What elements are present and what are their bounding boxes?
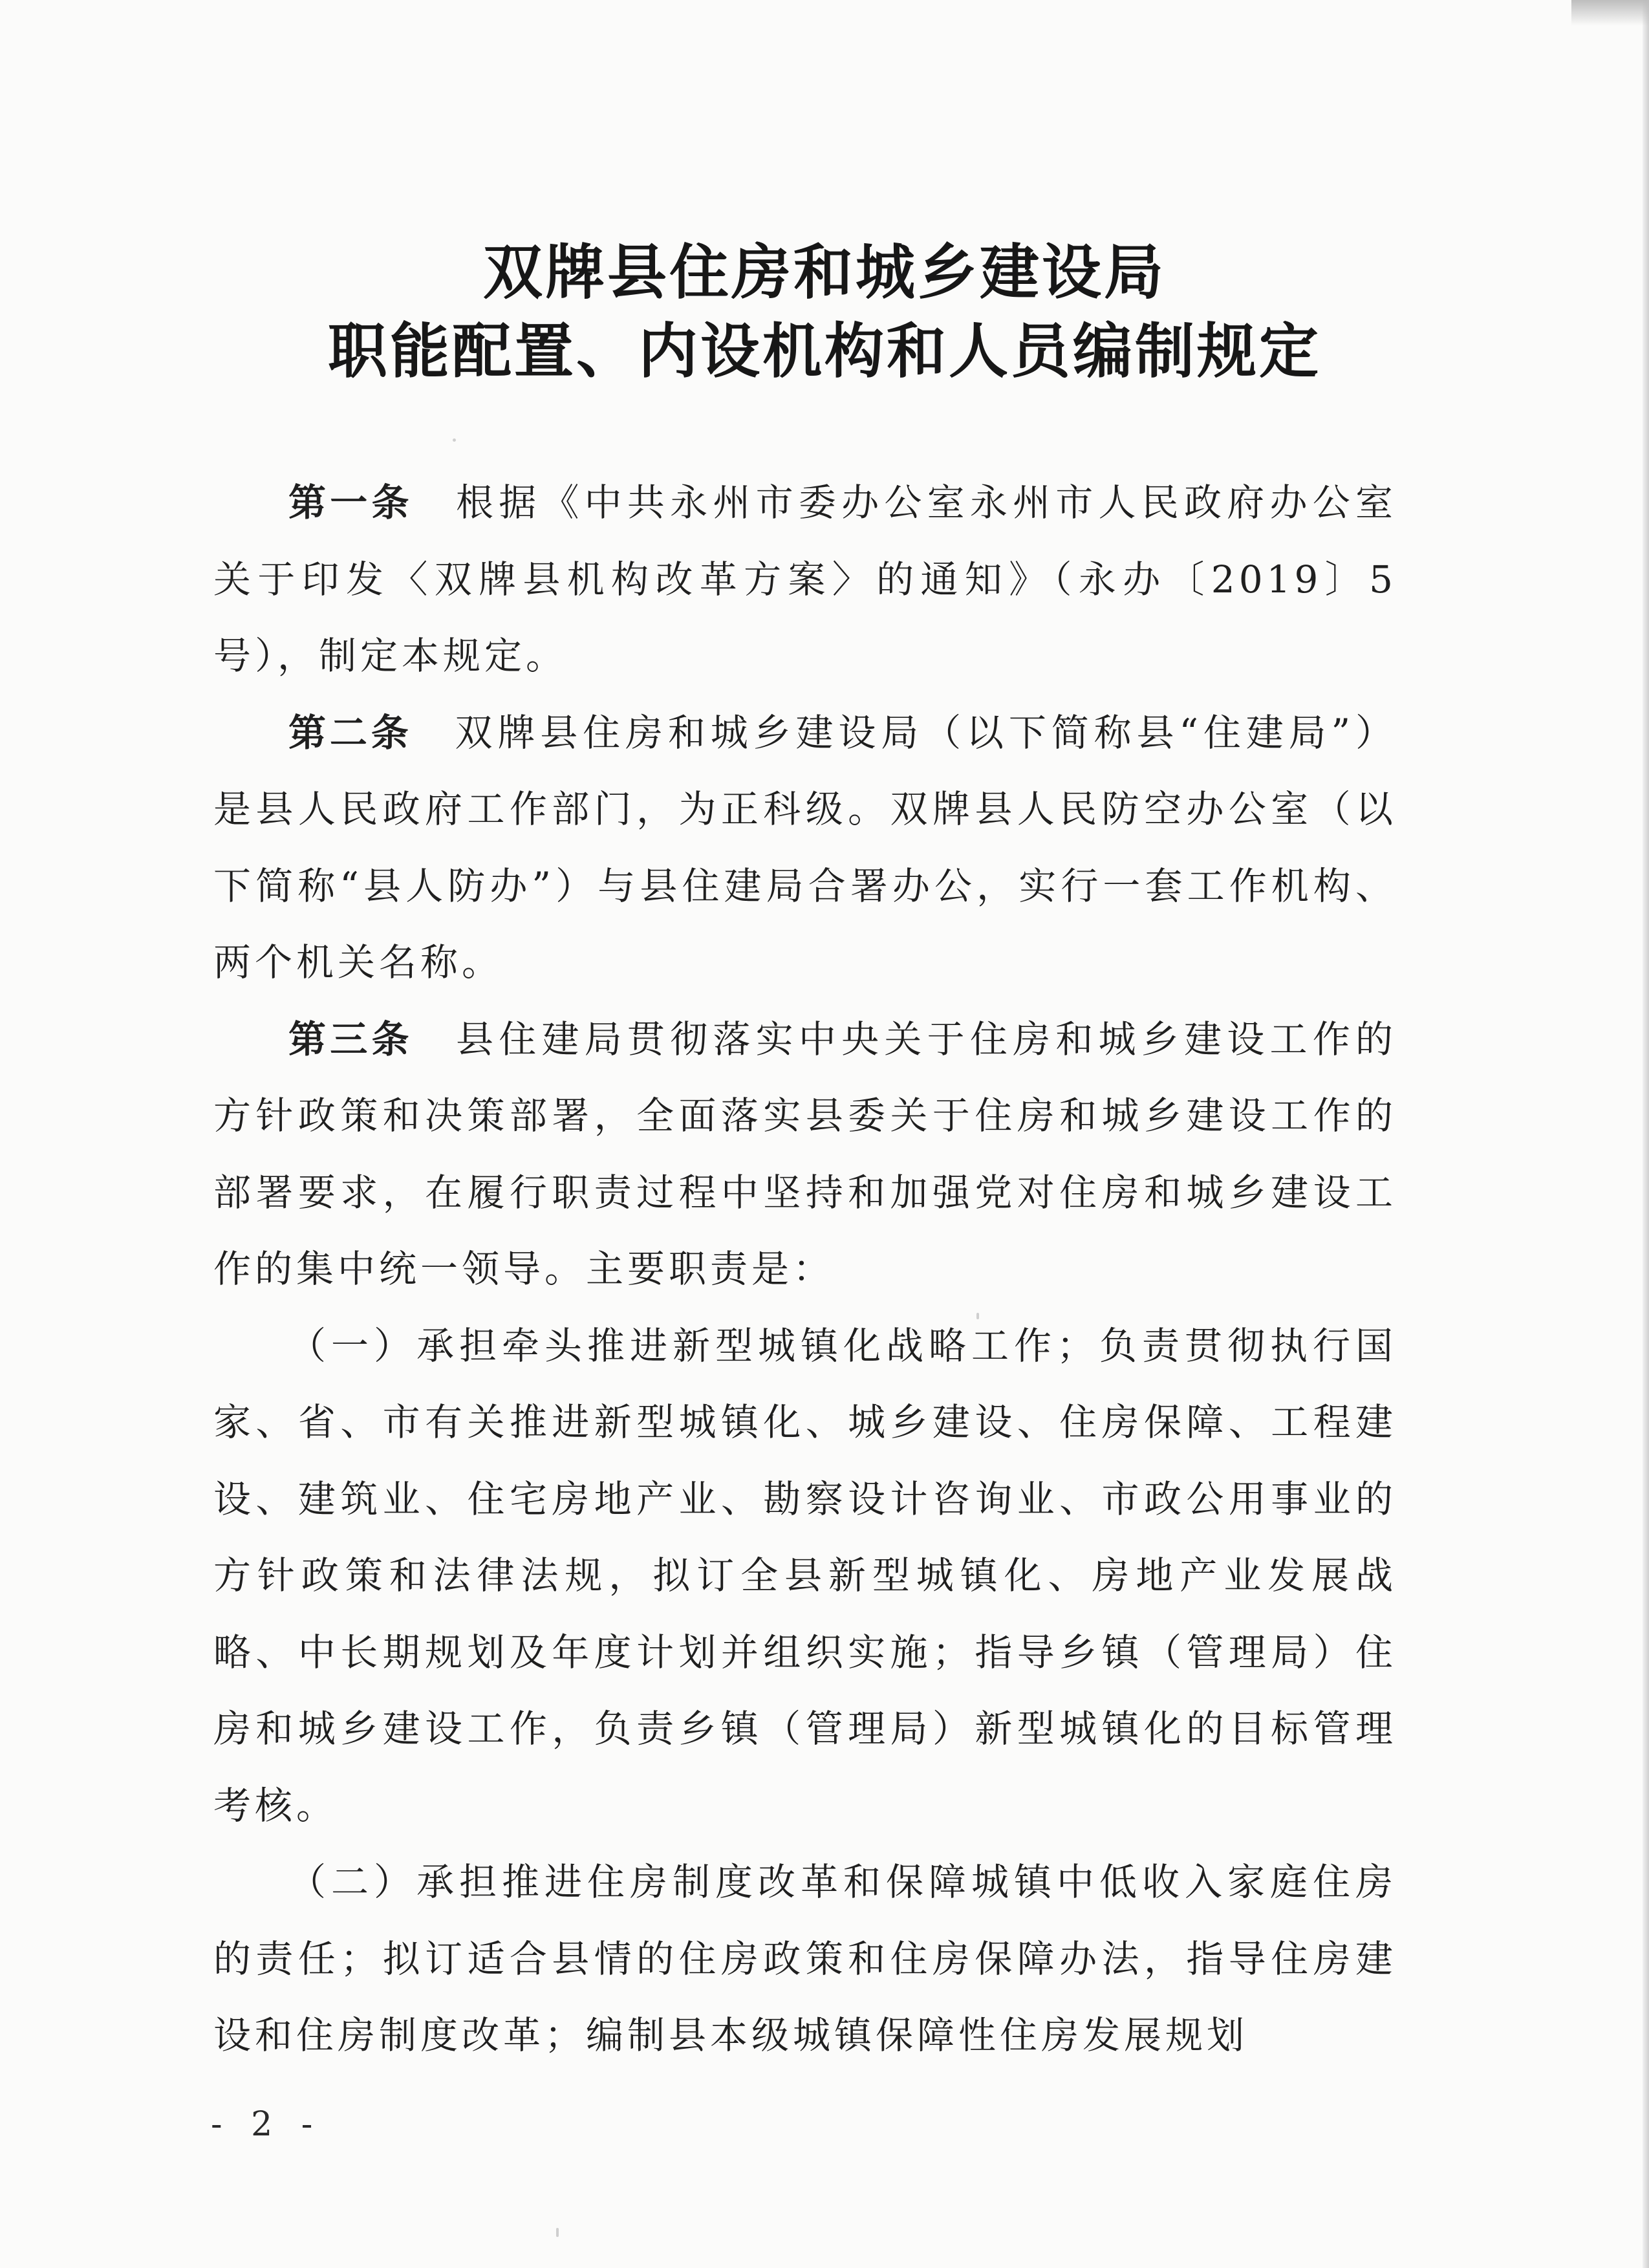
document-title-line-1: 双牌县住房和城乡建设局 — [482, 238, 1166, 307]
article-3-label: 第三条 — [288, 1017, 413, 1061]
article-2-text: 双牌县住房和城乡建设局（以下简称县“住建局”）是县人民政府工作部门，为正科级。双牌县人民防空办公室（以下简称“县人防办”）与县住建局合署办公，实行一套工作机构、两个机关名称。 — [213, 710, 1397, 984]
scan-speck — [556, 2228, 559, 2237]
article-2-label: 第二条 — [288, 710, 413, 755]
document-body — [213, 464, 1397, 2074]
page-number: - 2 - — [211, 2105, 322, 2144]
scan-speck — [453, 438, 456, 442]
duty-item-2: （二）承担推进住房制度改革和保障城镇中低收入家庭住房的责任；拟订适合县情的住房政策和住房保障办法，指导住房建设和住房制度改革；编制县本级城镇保障性住房发展规划 — [213, 1860, 1397, 2057]
scan-corner-shadow — [1571, 0, 1649, 26]
scan-speck — [976, 1313, 979, 1319]
article-1-label: 第一条 — [288, 481, 413, 524]
document-title-line-2: 职能配置、内设机构和人员编制规定 — [327, 317, 1321, 386]
article-2 — [213, 695, 1397, 1001]
article-1-text: 根据《中共永州市委办公室永州市人民政府办公室关于印发〈双牌县机构改革方案〉的通知》（永办〔2019〕5号），制定本规定。 — [213, 481, 1397, 678]
duty-item-1: （一）承担牵头推进新型城镇化战略工作；负责贯彻执行国家、省、市有关推进新型城镇化、城乡建设、住房保障、工程建设、建筑业、住宅房地产业、勘察设计咨询业、市政公用事业的方针政策和法律法规，拟订全县新型城镇化、房地产业发展战略、中长期规划及年度计划并组织实施；指导乡镇（管理局）住房和城乡建设工作，负责乡镇（管理局）新型城镇化的目标管理考核。 — [213, 1323, 1397, 1828]
article-1 — [213, 464, 1397, 695]
article-3 — [213, 1001, 1397, 1308]
article-3-text: 县住建局贯彻落实中央关于住房和城乡建设工作的方针政策和决策部署，全面落实县委关于住房和城乡建设工作的部署要求，在履行职责过程中坚持和加强党对住房和城乡建设工作的集中统一领导。主要职责是： — [213, 1017, 1397, 1291]
